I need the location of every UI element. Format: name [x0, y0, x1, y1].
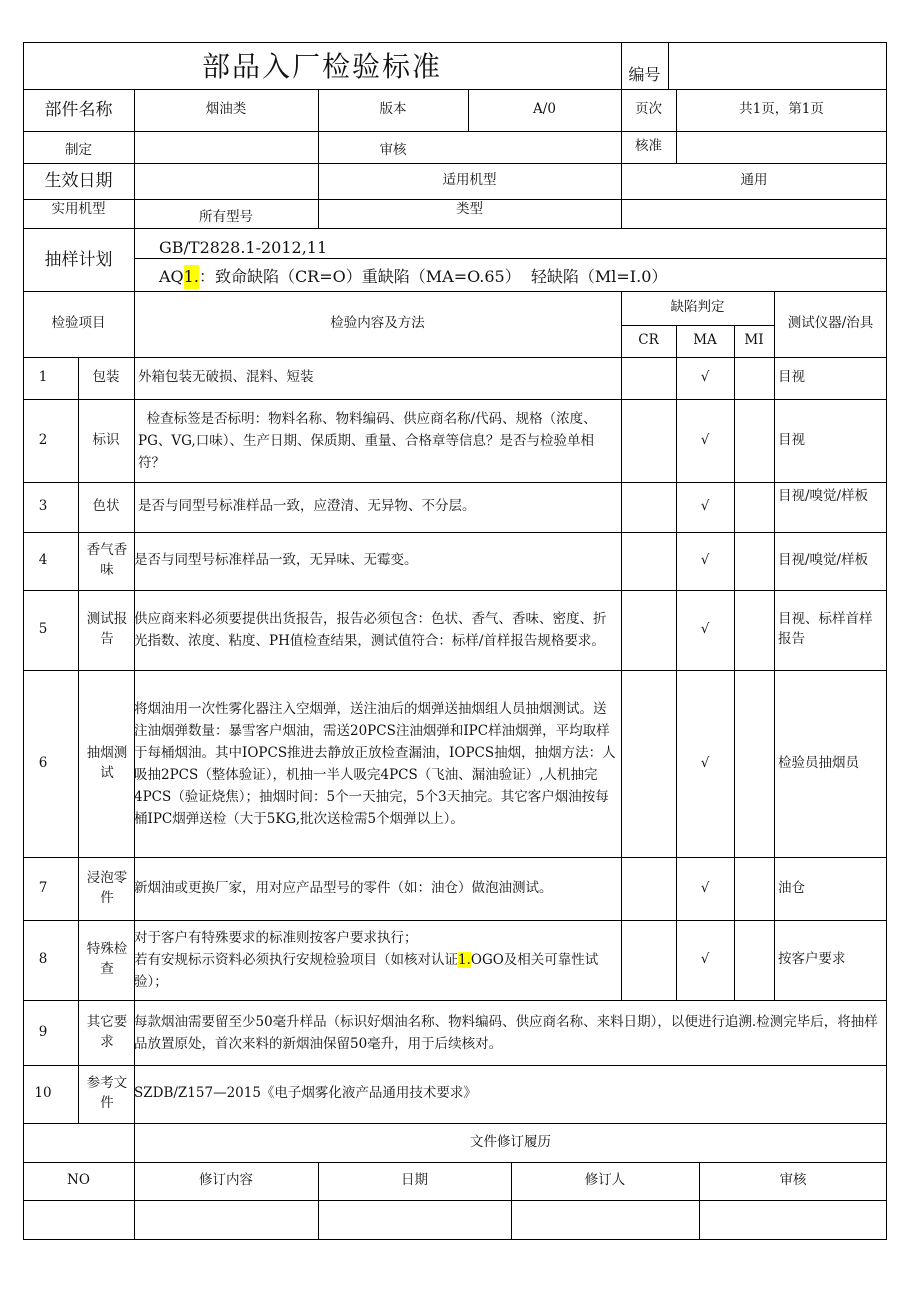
- revision-reviewer-header: 审核: [779, 1172, 807, 1189]
- sampling-aql: [155, 264, 855, 290]
- row-name: 标识: [92, 431, 120, 448]
- aql-prefix: AQ: [159, 267, 184, 287]
- row-content: 外箱包装无破损、混料、短装: [138, 369, 314, 386]
- row-mi-cell: [734, 399, 774, 482]
- row-ma-check: √: [700, 431, 710, 448]
- page-title: 部品入厂检验标准: [201, 49, 442, 83]
- row-number: 1: [38, 369, 48, 386]
- row-content: 每款烟油需要留至少50毫升样品（标识好烟油名称、物料编码、供应商名称、来料日期），以便进行追溯.检测完毕后，将抽样品放置原处，首次来料的新烟油保留50毫升，用于后续核对。: [134, 1013, 878, 1052]
- row-content-b1: 若有安规标示资料必须执行安规检验项目（如核对认证: [134, 952, 458, 968]
- row-cr-cell: [621, 482, 676, 532]
- row-ma-check: √: [700, 951, 710, 968]
- row-content: 是否与同型号标准样品一致，无异味、无霉变。: [134, 552, 418, 569]
- row-tool: 按客户要求: [778, 951, 846, 968]
- number-value-cell: [668, 42, 887, 89]
- applicable-model-value: 通用: [740, 172, 768, 189]
- th-cr: CR: [638, 332, 659, 349]
- row-content: 是否与同型号标准样品一致，应澄清、无异物、不分层。: [138, 498, 476, 515]
- sampling-label: 抽样计划: [44, 249, 113, 270]
- made-by-value-cell: [134, 131, 318, 163]
- made-by-label: 制定: [65, 142, 92, 159]
- approve-value-cell: [676, 131, 887, 163]
- row-name: 特殊检查: [86, 941, 128, 977]
- row-cr-cell: [621, 532, 676, 590]
- th-content: 检验内容及方法: [330, 315, 425, 332]
- inspection-standard-document: [23, 42, 887, 1240]
- row-content: 供应商来料必须要提供出货报告，报告必须包含：色状、香气、香味、密度、折光指数、浓度、粘度、PH值检查结果，测试值符合：标样/首样报告规格要求。: [134, 611, 607, 649]
- row-content: 新烟油或更换厂家，用对应产品型号的零件（如：油仓）做泡油测试。: [134, 879, 553, 896]
- row-number: 5: [38, 621, 48, 638]
- revision-no-header: NO: [67, 1172, 90, 1189]
- row-content-line-b: [134, 949, 617, 993]
- revision-reviser-header: 修订人: [584, 1172, 626, 1189]
- revision-row-date: [318, 1200, 511, 1240]
- revision-row-no: [23, 1200, 134, 1240]
- row-name: 抽烟测试: [86, 744, 128, 781]
- row-number: 8: [38, 951, 48, 968]
- row-content: 将烟油用一次性雾化器注入空烟弹，送注油后的烟弹送抽烟组人员抽烟测试。送注油烟弹数量：暴雪客户烟油，需送20PCS注油烟弹和IPC样油烟弹，平均取样于每桶烟油。其中IOPCS推进去静放正放检查漏油，IOPCS抽烟，抽烟方法：人吸抽2PCS（整体验证），机抽一半人吸完4PCS（飞油、漏油验证）,人机抽完4PCS（验证烧焦）；抽烟时间：5个一天抽完，5个3天抽完。其它客户烟油按每桶IPC烟弹送检（大于5KG,批次送检需5个烟弹以上）。: [134, 700, 616, 827]
- row-content-b2: OGO及相关可靠性试验）；: [134, 952, 599, 990]
- page-label: 页次: [635, 101, 662, 118]
- row-tool: 油仓: [778, 879, 805, 896]
- row-content: SZDB/Z157—2015《电子烟雾化液产品通用技术要求》: [134, 1085, 477, 1102]
- row-cr-cell: [621, 399, 676, 482]
- row-content: [134, 920, 621, 1000]
- row-number: 3: [38, 498, 48, 515]
- row-tool: 目视: [778, 431, 805, 448]
- approve-label: 核准: [635, 138, 662, 155]
- row-cr-cell: [621, 590, 676, 670]
- row-name: 香气香味: [86, 542, 128, 578]
- row-number: 10: [34, 1085, 52, 1102]
- th-ma: MA: [693, 332, 717, 349]
- th-tool: 测试仪器/治具: [787, 315, 874, 332]
- row-mi-cell: [734, 857, 774, 920]
- row-cr-cell: [621, 670, 676, 857]
- row-mi-cell: [734, 532, 774, 590]
- row-cr-cell: [621, 857, 676, 920]
- row-mi-cell: [734, 482, 774, 532]
- revision-row-reviewer: [699, 1200, 887, 1240]
- row-ma-check: √: [700, 552, 710, 569]
- row-mi-cell: [734, 357, 774, 399]
- row-ma-check: √: [700, 621, 710, 638]
- version-value: A/0: [533, 101, 556, 118]
- part-name-label: 部件名称: [44, 99, 113, 120]
- row-ma-check: √: [700, 369, 710, 386]
- row-tool: 目视/嗅觉/样板: [778, 552, 869, 569]
- effective-date-label: 生效日期: [44, 170, 113, 191]
- row-ma-check: √: [700, 754, 710, 771]
- row-mi-cell: [734, 670, 774, 857]
- row-content-line-a: 对于客户有特殊要求的标准则按客户要求执行；: [134, 930, 418, 946]
- applicable-model-label: 适用机型: [442, 172, 497, 189]
- row-number: 2: [38, 431, 48, 448]
- row-content-highlight: 1.: [458, 952, 471, 968]
- row-mi-cell: [734, 590, 774, 670]
- effective-date-value-cell: [134, 163, 318, 199]
- review-label: 审核: [379, 142, 407, 159]
- revision-row-content: [134, 1200, 318, 1240]
- row-name: 测试报告: [86, 611, 128, 647]
- row-ma-check: √: [700, 498, 710, 515]
- sampling-standard: GB/T2828.1-2012,11: [159, 238, 328, 258]
- row-name: 浸泡零件: [86, 869, 128, 906]
- row-content: 检查标签是否标明：物料名称、物料编码、供应商名称/代码、规格（浓度、PG、VG,口味）、生产日期、保质期、重量、合格章等信息？是否与检验单相符？: [138, 410, 597, 471]
- th-mi: MI: [744, 332, 764, 349]
- part-name-value: 烟油类: [205, 101, 247, 118]
- row-mi-cell: [734, 920, 774, 1000]
- practical-model-value: 所有型号: [199, 209, 253, 226]
- type-label: 类型: [456, 201, 483, 218]
- revision-row-reviser: [511, 1200, 699, 1240]
- row-tool: 目视、标样首样报告: [778, 611, 873, 647]
- version-label: 版本: [379, 101, 407, 118]
- row-cr-cell: [621, 357, 676, 399]
- aql-highlight: 1.: [184, 265, 199, 288]
- practical-model-label: 实用机型: [51, 201, 106, 218]
- page-value: 共1页，第1页: [739, 101, 824, 118]
- th-item: 检验项目: [51, 315, 106, 332]
- row-number: 7: [38, 879, 48, 896]
- row-tool: 目视: [778, 369, 805, 386]
- row-tool: 目视/嗅觉/样板: [778, 488, 869, 505]
- row-cr-cell: [621, 920, 676, 1000]
- revision-title: 文件修订履历: [470, 1133, 551, 1150]
- aql-rest: ：致命缺陷（CR=O）重缺陷（MA=O.65） 轻缺陷（Ml=I.0）: [198, 267, 668, 287]
- th-defect: 缺陷判定: [670, 299, 725, 316]
- row-name: 参考文件: [86, 1075, 128, 1111]
- row-name: 色状: [92, 498, 120, 515]
- row-name: 其它要求: [86, 1013, 128, 1050]
- revision-date-header: 日期: [401, 1172, 428, 1189]
- revision-content-header: 修订内容: [199, 1172, 253, 1189]
- revision-blank-cell: [23, 1123, 134, 1162]
- row-ma-check: √: [700, 879, 710, 896]
- row-number: 4: [38, 552, 48, 569]
- row-name: 包装: [92, 369, 120, 386]
- number-label: 编号: [628, 65, 661, 85]
- row-number: 6: [38, 754, 48, 771]
- type-value-cell: [621, 199, 887, 228]
- row-tool: 检验员抽烟员: [778, 754, 859, 771]
- row-number: 9: [38, 1023, 48, 1040]
